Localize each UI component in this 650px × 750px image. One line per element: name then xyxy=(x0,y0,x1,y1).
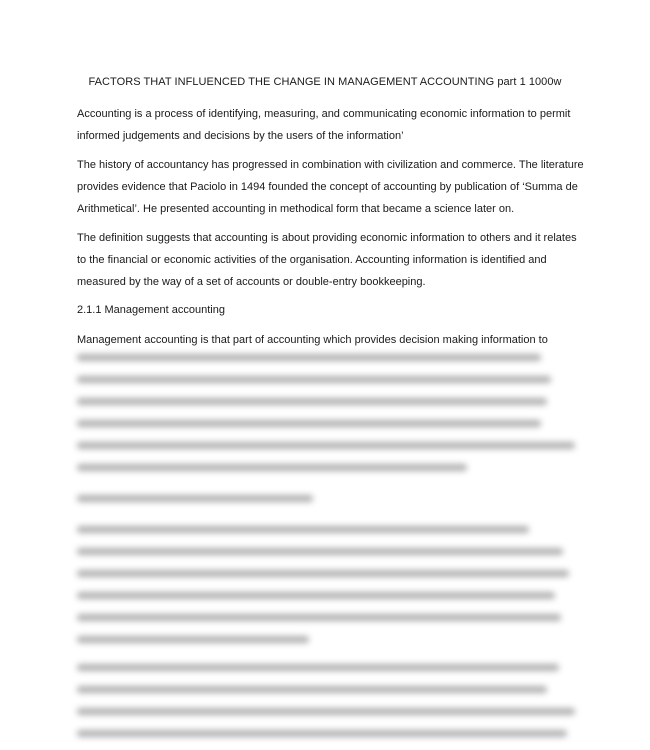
blurred-preview-content xyxy=(77,350,582,750)
blurred-line xyxy=(77,398,547,405)
blurred-line xyxy=(77,495,313,502)
paragraph-definition xyxy=(77,103,582,147)
blurred-line xyxy=(77,464,467,471)
blurred-line xyxy=(77,730,567,737)
blurred-line xyxy=(77,376,551,383)
paragraph-definition-scope xyxy=(77,227,582,293)
paragraph-management-accounting xyxy=(77,329,582,351)
blurred-line xyxy=(77,614,561,621)
section-heading: 2.1.1 Management accounting xyxy=(77,304,225,316)
paragraph-line: provides evidence that Paciolo in 1494 founded the concept of accounting by publication of ‘Summa de xyxy=(77,181,578,193)
blurred-line xyxy=(77,708,575,715)
paragraph-line: Accounting is a process of identifying, measuring, and communicating economic information to permit xyxy=(77,108,571,120)
document-title: FACTORS THAT INFLUENCED THE CHANGE IN MANAGEMENT ACCOUNTING part 1 1000w xyxy=(88,76,562,88)
blurred-line xyxy=(77,664,559,671)
paragraph-line: Arithmetical’. He presented accounting in methodical form that became a science later on. xyxy=(77,203,515,215)
paragraph-line: measured by the way of a set of accounts or double-entry bookkeeping. xyxy=(77,276,426,288)
blurred-line xyxy=(77,636,309,643)
paragraph-line: The history of accountancy has progressed in combination with civilization and commerce. The literature xyxy=(77,159,584,171)
paragraph-line: to the financial or economic activities of the organisation. Accounting information is identified and xyxy=(77,254,547,266)
blurred-line xyxy=(77,354,541,361)
blurred-line xyxy=(77,548,563,555)
blurred-line xyxy=(77,526,529,533)
blurred-line xyxy=(77,570,569,577)
blurred-line xyxy=(77,420,541,427)
paragraph-line: The definition suggests that accounting is about providing economic information to others and it relates xyxy=(77,232,577,244)
blurred-line xyxy=(77,686,547,693)
blurred-line xyxy=(77,442,575,449)
blurred-line xyxy=(77,592,555,599)
paragraph-line: Management accounting is that part of accounting which provides decision making information to xyxy=(77,334,548,346)
paragraph-line: informed judgements and decisions by the users of the information’ xyxy=(77,130,404,142)
paragraph-history xyxy=(77,154,582,220)
